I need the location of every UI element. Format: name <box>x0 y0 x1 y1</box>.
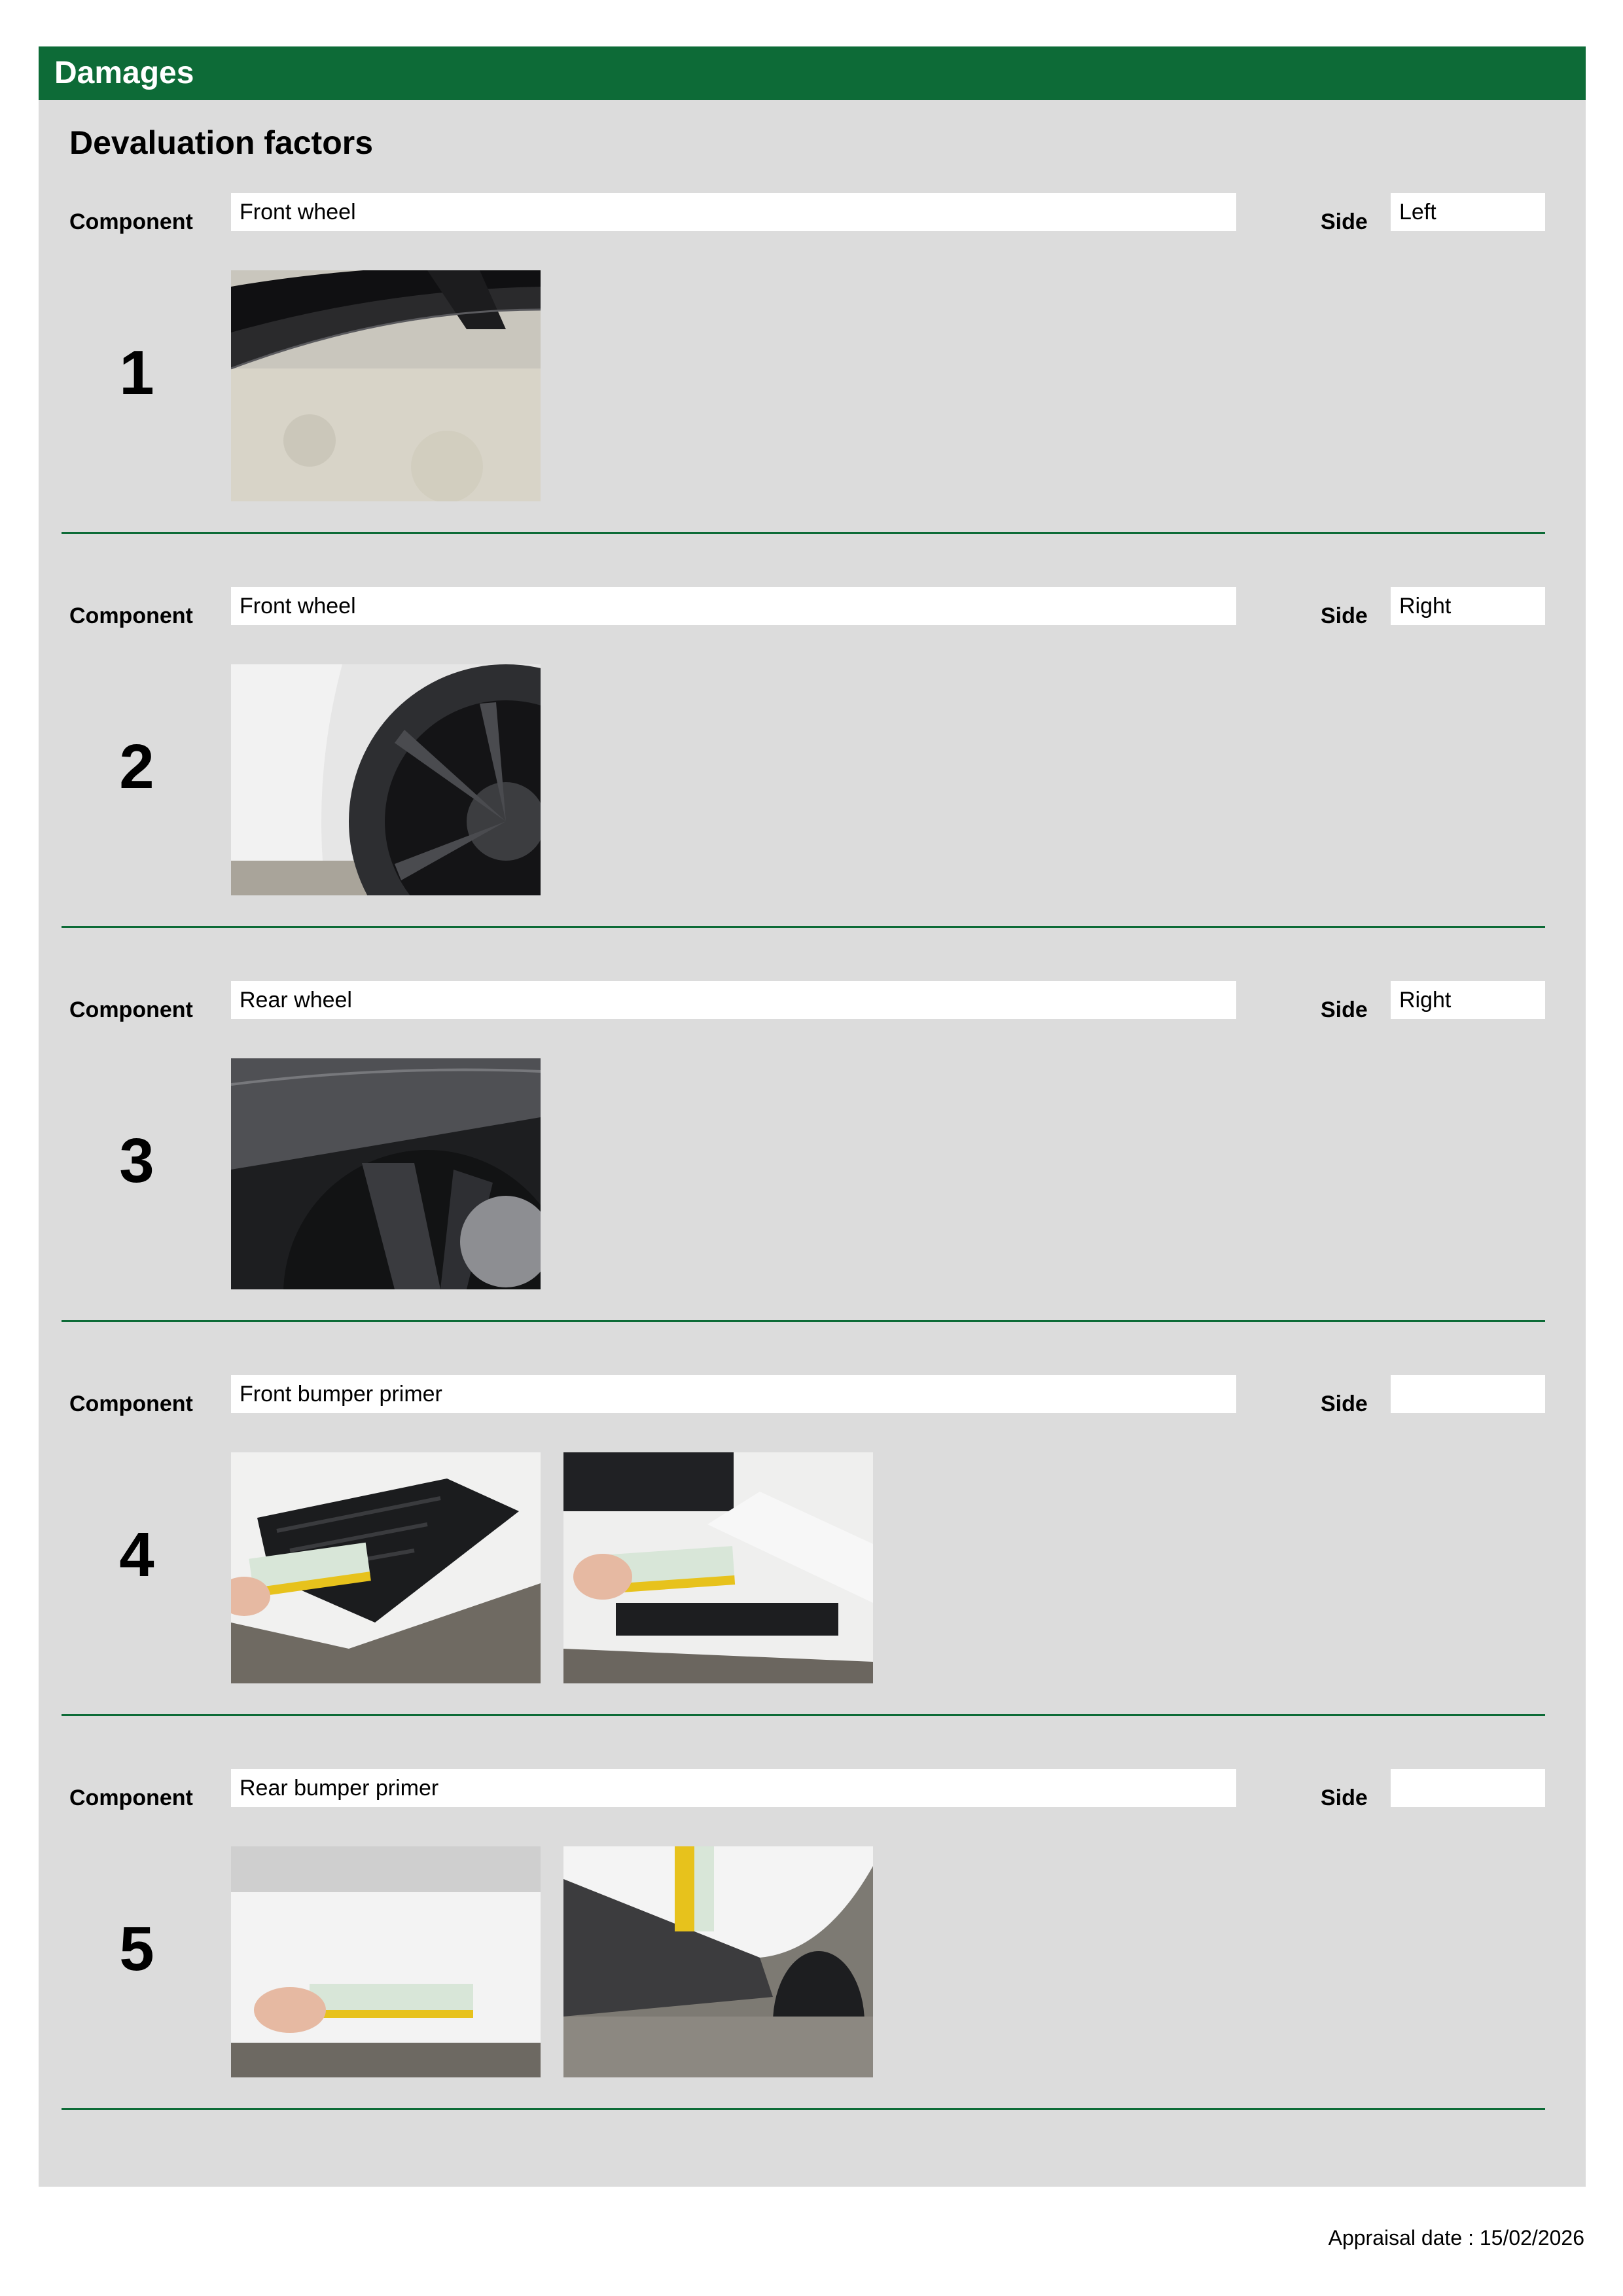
header-title: Damages <box>54 56 194 90</box>
damage-entry-4 <box>39 1375 1586 1768</box>
side-field: Right <box>1391 981 1545 1019</box>
damage-number: 5 <box>119 1914 154 1984</box>
side-label: Side <box>1321 1785 1368 1810</box>
devaluation-factors-title: Devaluation factors <box>69 124 374 161</box>
side-field: Right <box>1391 587 1545 625</box>
side-label: Side <box>1321 997 1368 1022</box>
appraisal-date: Appraisal date : 15/02/2026 <box>1328 2226 1584 2250</box>
component-label: Component <box>69 997 193 1022</box>
component-label: Component <box>69 1785 193 1810</box>
entry-divider <box>62 532 1545 534</box>
damage-number: 2 <box>119 732 154 802</box>
damage-number: 4 <box>119 1520 154 1590</box>
rear-bumper-corner-measure-photo[interactable] <box>563 1846 873 2077</box>
side-label: Side <box>1321 209 1368 234</box>
section-header <box>39 46 1586 100</box>
damage-entry-3 <box>39 981 1586 1374</box>
side-label: Side <box>1321 603 1368 628</box>
front-bumper-grille-measure-photo[interactable] <box>231 1452 541 1683</box>
tire-sidewall-closeup-photo[interactable] <box>231 270 541 501</box>
component-field: Front wheel <box>231 193 1236 231</box>
component-field: Rear wheel <box>231 981 1236 1019</box>
component-label: Component <box>69 209 193 234</box>
rear-bumper-measure-photo[interactable] <box>231 1846 541 2077</box>
side-label: Side <box>1321 1391 1368 1416</box>
side-field: Left <box>1391 193 1545 231</box>
component-field: Front wheel <box>231 587 1236 625</box>
component-label: Component <box>69 1391 193 1416</box>
entry-divider <box>62 1714 1545 1716</box>
entry-divider <box>62 926 1545 928</box>
side-field <box>1391 1375 1545 1413</box>
front-bumper-corner-measure-photo[interactable] <box>563 1452 873 1683</box>
component-label: Component <box>69 603 193 628</box>
entry-divider <box>62 1320 1545 1322</box>
side-field <box>1391 1769 1545 1807</box>
damage-entry-5 <box>39 1769 1586 2162</box>
damages-panel <box>39 46 1586 2187</box>
damage-entry-1 <box>39 193 1586 586</box>
alloy-wheel-spokes-photo[interactable] <box>231 1058 541 1289</box>
component-field: Front bumper primer <box>231 1375 1236 1413</box>
component-field: Rear bumper primer <box>231 1769 1236 1807</box>
damage-number: 3 <box>119 1126 154 1196</box>
damage-entry-2 <box>39 587 1586 980</box>
damage-number: 1 <box>119 338 154 408</box>
alloy-wheel-arch-photo[interactable] <box>231 664 541 895</box>
entry-divider <box>62 2108 1545 2110</box>
